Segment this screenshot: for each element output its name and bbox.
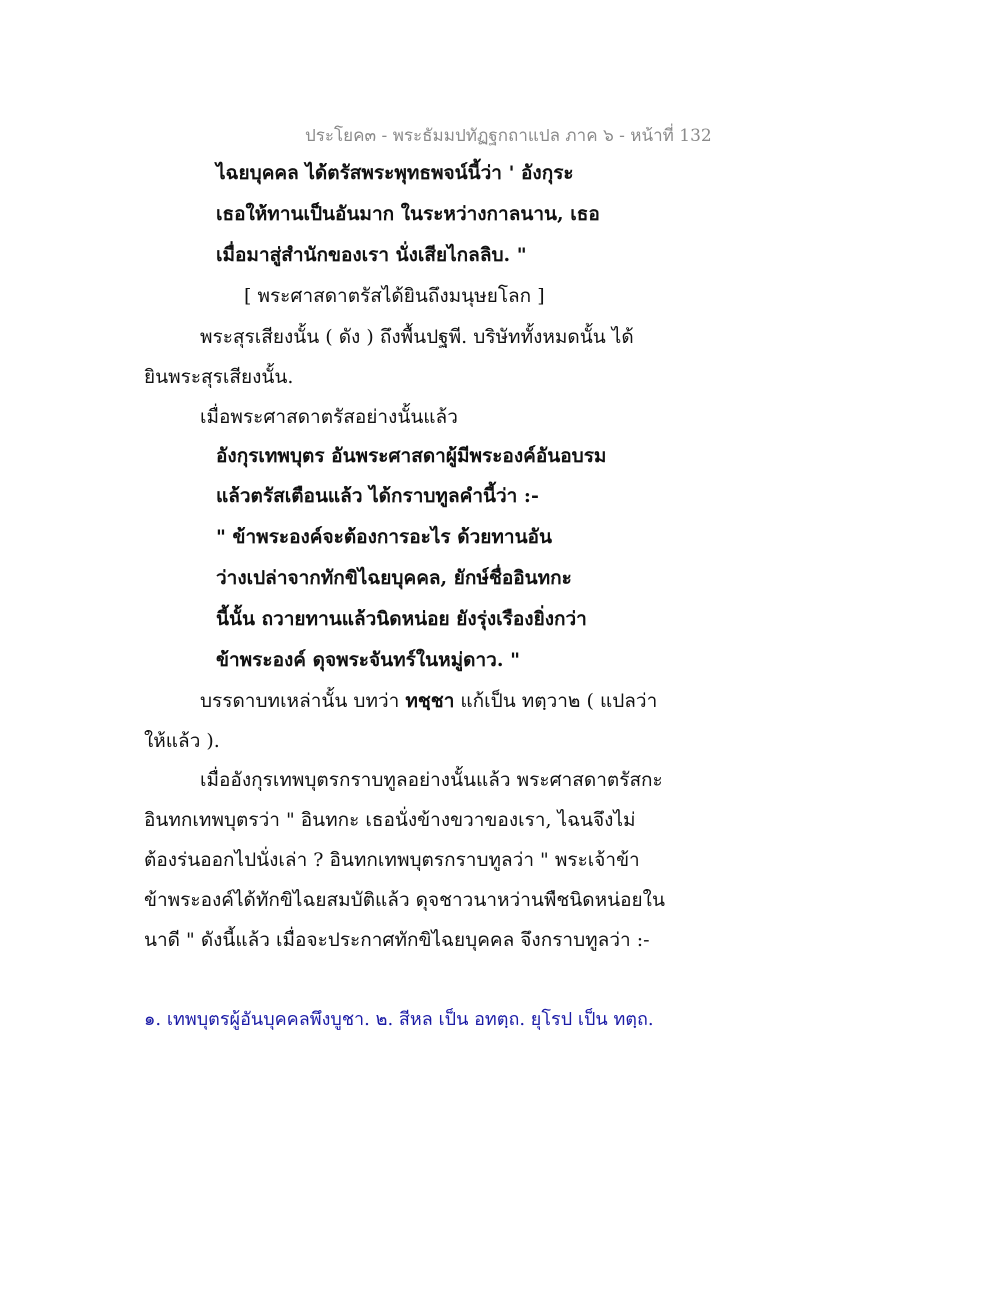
- body-line-4-end: แก้เป็น ทตฺวา๒ ( แปลว่า: [454, 690, 658, 712]
- verse-line-6: " ข้าพระองค์จะต้องการอะไร ด้วยทานอัน: [216, 526, 552, 548]
- body-line-4-start: บรรดาบทเหล่านั้น บทว่า: [200, 690, 406, 712]
- body-line-10: นาดี " ดังนี้แล้ว เมื่อจะประกาศทักขิไฉยบุคคล จึงกราบทูลว่า :-: [144, 929, 650, 951]
- body-line-7: อินทกเทพบุตรว่า " อินทกะ เธอนั่งข้างขวาของเรา, ไฉนจึงไม่: [144, 809, 636, 831]
- body-line-2: ยินพระสุรเสียงนั้น.: [144, 366, 294, 388]
- section-heading: [ พระศาสดาตรัสได้ยินถึงมนุษยโลก ]: [244, 285, 545, 307]
- verse-line-8: นี้นั้น ถวายทานแล้วนิดหน่อย ยังรุ่งเรืองยิ่งกว่า: [216, 608, 587, 630]
- verse-line-5: แล้วตรัสเตือนแล้ว ได้กราบทูลคำนี้ว่า :-: [216, 485, 539, 507]
- page-header: ประโยค๓ - พระธัมมปทัฏฐกถาแปล ภาค ๖ - หน้าที่ 132: [305, 126, 712, 146]
- body-line-4: [200, 688, 657, 714]
- body-line-6: เมื่ออังกุรเทพบุตรกราบทูลอย่างนั้นแล้ว พระศาสดาตรัสกะ: [200, 769, 663, 791]
- body-line-9: ข้าพระองค์ได้ทักขิไฉยสมบัติแล้ว ดุจชาวนาหว่านพืชนิดหน่อยใน: [144, 889, 665, 911]
- body-line-8: ต้องร่นออกไปนั่งเล่า ? อินทกเทพบุตรกราบทูลว่า " พระเจ้าข้า: [144, 849, 640, 871]
- verse-line-1: ไฉยบุคคล ได้ตรัสพระพุทธพจน์นี้ว่า ' อังกุระ: [216, 162, 574, 184]
- body-line-1: พระสุรเสียงนั้น ( ดัง ) ถึงพื้นปฐพี. บริษัททั้งหมดนั้น ได้: [200, 326, 634, 348]
- verse-line-2: เธอให้ทานเป็นอันมาก ในระหว่างกาลนาน, เธอ: [216, 203, 600, 225]
- verse-line-9: ข้าพระองค์ ดุจพระจันทร์ในหมู่ดาว. ": [216, 649, 520, 671]
- keyword-term: ทชฺชา: [405, 690, 455, 712]
- footnote: ๑. เทพบุตรผู้อันบุคคลพึงบูชา. ๒. สีหล เป็น อทตฺถ. ยุโรป เป็น ทตฺถ.: [144, 1009, 654, 1030]
- verse-line-3: เมื่อมาสู่สำนักของเรา นั่งเสียไกลลิบ. ": [216, 244, 527, 266]
- body-line-5: ให้แล้ว ).: [144, 730, 220, 752]
- body-line-3: เมื่อพระศาสดาตรัสอย่างนั้นแล้ว: [200, 406, 458, 428]
- verse-line-7: ว่างเปล่าจากทักขิไฉยบุคคล, ยักษ์ชื่ออินทกะ: [216, 567, 572, 589]
- verse-line-4: อังกุรเทพบุตร อันพระศาสดาผู้มีพระองค์อันอบรม: [216, 445, 607, 467]
